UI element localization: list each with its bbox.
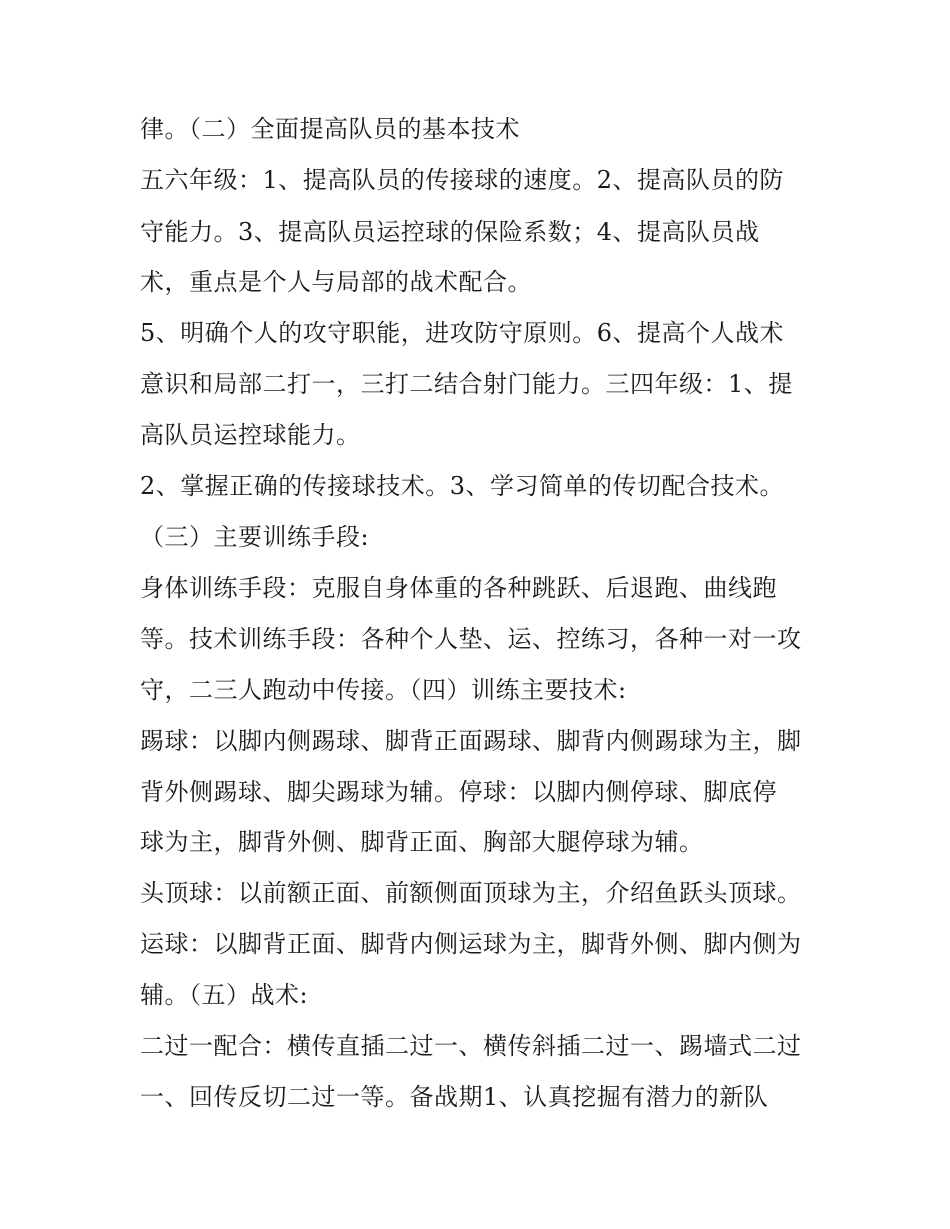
text-line: 等。技术训练手段：各种个人垫、运、控练习，各种一对一攻	[140, 625, 802, 653]
text-line: 五六年级：1、提高队员的传接球的速度。2、提高队员的防	[140, 166, 785, 194]
text-line: 一、回传反切二过一等。备战期1、认真挖掘有潜力的新队	[140, 1083, 769, 1111]
text-line: 5、明确个人的攻守职能，进攻防守原则。6、提高个人战术	[140, 319, 785, 347]
section-heading: （三）主要训练手段:	[140, 523, 370, 551]
text-line: 意识和局部二打一，三打二结合射门能力。三四年级：1、提	[140, 370, 793, 398]
text-line: 运球：以脚背正面、脚背内侧运球为主，脚背外侧、脚内侧为	[140, 930, 802, 958]
text-line: 头顶球：以前额正面、前额侧面顶球为主，介绍鱼跃头顶球。	[140, 879, 802, 907]
text-line: 律。（二）全面提高队员的基本技术	[140, 115, 520, 143]
text-line: 2、掌握正确的传接球技术。3、学习简单的传切配合技术。	[140, 472, 785, 500]
text-line: 辅。（五）战术:	[140, 981, 309, 1009]
text-line: 球为主，脚背外侧、脚背正面、胸部大腿停球为辅。	[140, 828, 704, 856]
text-line: 踢球：以脚内侧踢球、脚背正面踢球、脚背内侧踢球为主，脚	[140, 727, 802, 755]
text-line: 守，二三人跑动中传接。（四）训练主要技术:	[140, 676, 627, 704]
text-line: 术，重点是个人与局部的战术配合。	[140, 268, 532, 296]
text-line: 高队员运控球能力。	[140, 421, 361, 449]
text-line: 身体训练手段：克服自身体重的各种跳跃、后退跑、曲线跑	[140, 574, 777, 602]
text-line: 二过一配合：横传直插二过一、横传斜插二过一、踢墙式二过	[140, 1032, 802, 1060]
text-line: 背外侧踢球、脚尖踢球为辅。停球：以脚内侧停球、脚底停	[140, 778, 777, 806]
text-line: 守能力。3、提高队员运控球的保险系数；4、提高队员战	[140, 218, 760, 246]
